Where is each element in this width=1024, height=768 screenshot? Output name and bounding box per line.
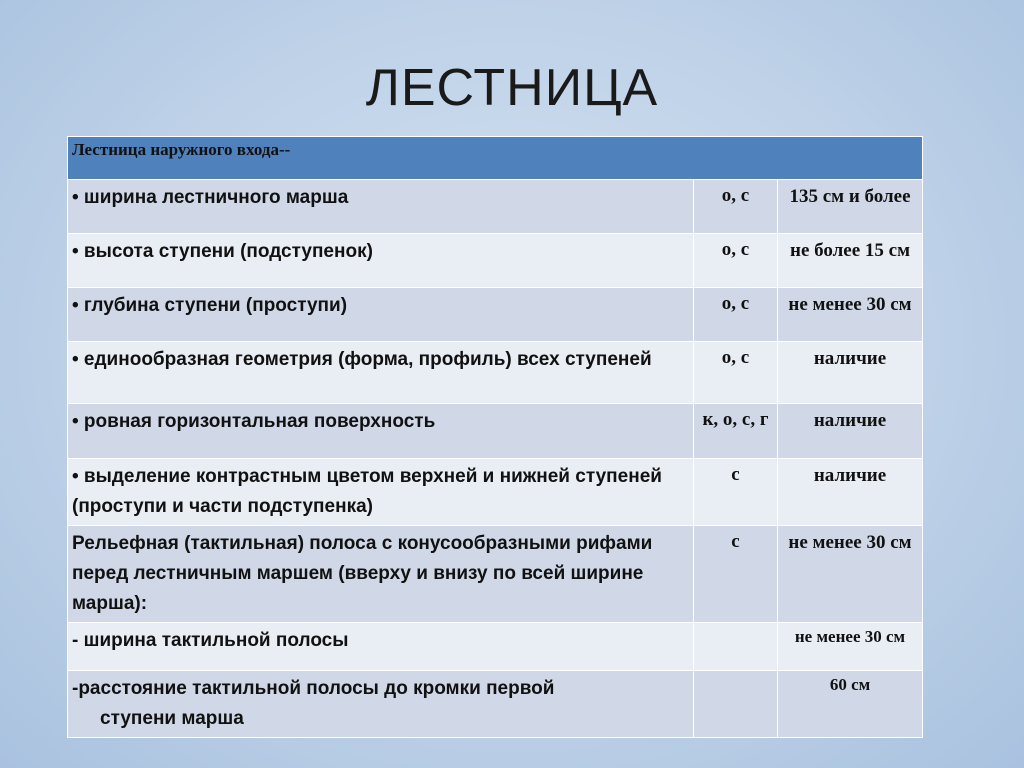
row-value: не более 15 см bbox=[778, 234, 923, 288]
table-row bbox=[68, 234, 923, 288]
row-description: • выделение контрастным цветом верхней и нижней ступеней (проступи и части подступенка) bbox=[68, 459, 694, 526]
row-description: - ширина тактильной полосы bbox=[68, 623, 694, 671]
row-value: наличие bbox=[778, 342, 923, 404]
row-value: 135 см и более bbox=[778, 180, 923, 234]
table-row bbox=[68, 526, 923, 623]
row-description-line2: ступени марша bbox=[100, 708, 244, 729]
row-value: наличие bbox=[778, 404, 923, 459]
row-value: наличие bbox=[778, 459, 923, 526]
row-value: 60 см bbox=[778, 671, 923, 738]
row-code: с bbox=[694, 459, 778, 526]
table-row bbox=[68, 180, 923, 234]
row-code: о, с bbox=[694, 342, 778, 404]
row-code: о, с bbox=[694, 288, 778, 342]
row-code: о, с bbox=[694, 234, 778, 288]
row-value: не менее 30 см bbox=[778, 623, 923, 671]
table-row bbox=[68, 288, 923, 342]
table-header: Лестница наружного входа-- bbox=[68, 137, 923, 180]
row-code bbox=[694, 671, 778, 738]
table-row bbox=[68, 404, 923, 459]
row-description: • высота ступени (подступенок) bbox=[68, 234, 694, 288]
row-code: с bbox=[694, 526, 778, 623]
row-description: • единообразная геометрия (форма, профиль) всех ступеней bbox=[68, 342, 694, 404]
slide-title: ЛЕСТНИЦА bbox=[365, 59, 659, 117]
row-description: • ровная горизонтальная поверхность bbox=[68, 404, 694, 459]
row-code: о, с bbox=[694, 180, 778, 234]
row-description: • ширина лестничного марша bbox=[68, 180, 694, 234]
stair-requirements-table bbox=[67, 136, 923, 738]
row-code: к, о, с, г bbox=[694, 404, 778, 459]
table-row bbox=[68, 342, 923, 404]
row-code bbox=[694, 623, 778, 671]
row-value: не менее 30 см bbox=[778, 288, 923, 342]
row-description: • глубина ступени (проступи) bbox=[68, 288, 694, 342]
table-row bbox=[68, 671, 923, 738]
row-value: не менее 30 см bbox=[778, 526, 923, 623]
row-description-line1: -расстояние тактильной полосы до кромки первой bbox=[72, 678, 555, 699]
table-header-row bbox=[68, 137, 923, 180]
row-description bbox=[68, 671, 694, 738]
table-row bbox=[68, 459, 923, 526]
row-description: Рельефная (тактильная) полоса с конусообразными рифами перед лестничным маршем (вверху и внизу по всей ширине марша): bbox=[68, 526, 694, 623]
table-row bbox=[68, 623, 923, 671]
